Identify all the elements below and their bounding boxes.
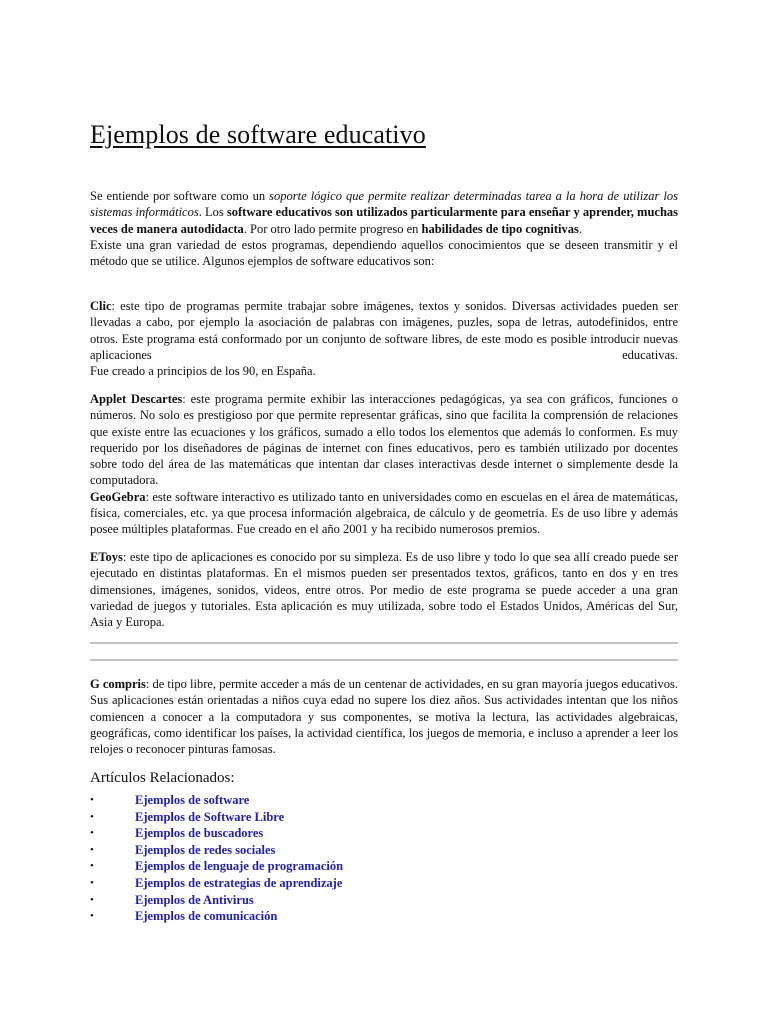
bullet-icon: • — [90, 827, 94, 840]
bullet-icon: • — [90, 860, 94, 873]
bullet-icon: • — [90, 893, 94, 906]
intro-section — [90, 188, 678, 269]
intro-bold-text: habilidades de tipo cognitivas — [421, 221, 579, 236]
related-link-redes-sociales[interactable]: Ejemplos de redes sociales — [135, 842, 276, 857]
gcompris-term: G compris — [90, 677, 146, 691]
related-link-antivirus[interactable]: Ejemplos de Antivirus — [135, 892, 254, 907]
intro-paragraph — [90, 188, 678, 237]
bullet-icon: • — [90, 794, 94, 806]
applet-description: : este programa permite exhibir las interacciones pedagógicas, ya sea con gráficos, funciones o números. No solo es prestigioso por que permite representar gráficas, sino que facilita la comprensión de relaciones que existe entre las ecuaciones y los gráficos, sumado a ello todos los elementos que además lo conformen. Es muy requerido por los diseñadores de páginas de internet con fines educativos, pero es también utilizado por docentes sobre todo del área de las matemáticas que intentan dar clases interactivas desde internet o simplemente desde la computadora. — [90, 392, 678, 488]
related-link-estrategias-aprendizaje[interactable]: Ejemplos de estrategias de aprendizaje — [135, 875, 343, 890]
list-item — [90, 809, 678, 826]
applet-term: Applet Descartes — [90, 392, 183, 406]
related-link-software-libre[interactable]: Ejemplos de Software Libre — [135, 809, 285, 824]
bullet-icon: • — [90, 810, 94, 823]
list-item — [90, 875, 678, 892]
intro-text: . — [578, 221, 582, 236]
etoys-section — [90, 549, 678, 630]
divider-line — [90, 642, 678, 644]
list-item — [90, 842, 678, 859]
bullet-icon: • — [90, 876, 94, 889]
related-link-comunicacion[interactable]: Ejemplos de comunicación — [135, 909, 278, 924]
related-link-lenguaje-programacion[interactable]: Ejemplos de lenguaje de programación — [135, 859, 344, 874]
geogebra-description: : este software interactivo es utilizado tanto en universidades como en escuelas en el área de matemáticas, física, comerciales, etc. ya que procesa información algebraica, de cálculo y de geometría. Es de uso libre y además posee múltiples plataformas. Fue creado en el año 2001 y ha recibido numerosos premios. — [90, 489, 678, 537]
divider-line — [90, 659, 678, 661]
related-articles-heading: Artículos Relacionados: — [90, 770, 235, 786]
page-title: Ejemplos de software educativo — [90, 120, 426, 149]
bullet-icon: • — [90, 910, 94, 923]
applet-paragraph — [90, 391, 678, 489]
related-link-software[interactable]: Ejemplos de software — [135, 793, 250, 807]
intro-text: . Por otro lado permite progreso en — [243, 221, 422, 236]
list-item — [90, 858, 678, 875]
list-item — [90, 825, 678, 842]
related-articles-list — [90, 792, 678, 925]
gcompris-description: : de tipo libre, permite acceder a más de un centenar de actividades, en su gran mayoría juegos educativos. Sus aplicaciones están orientadas a niños cuya edad no supere los diez años. Sus actividades intentan que los niños comiencen a conocer a la computadora y sus componentes, se motiva la lectura, las actividades algebraicas, geográficas, como identificar los países, la actividad científica, los juegos de memoria, e incluso a aprender a leer los relojes o reconocer pinturas famosas. — [90, 677, 678, 757]
intro-text: Se entiende por software como un — [90, 189, 270, 203]
clic-section — [90, 298, 678, 379]
etoys-paragraph — [90, 549, 678, 630]
clic-term: Clic — [90, 299, 112, 313]
list-item — [90, 908, 678, 925]
geogebra-paragraph — [90, 489, 678, 538]
geogebra-term: GeoGebra — [90, 489, 146, 504]
intro-paragraph-2: Existe una gran variedad de estos programas, dependiendo aquellos conocimientos que se deseen transmitir y el método que se utilice. Algunos ejemplos de software educativos son: — [90, 237, 678, 269]
etoys-term: EToys — [90, 550, 123, 564]
applet-section — [90, 391, 678, 538]
intro-italic-text: soporte lógico que permite realizar determinadas tarea a la hora de utilizar los sistemas informáticos — [90, 189, 678, 220]
clic-note: Fue creado a principios de los 90, en España. — [90, 364, 316, 379]
intro-bold-text: software educativos son utilizados particularmente para enseñar y aprender, muchas veces de manera autodidacta — [90, 205, 679, 236]
etoys-description: : este tipo de aplicaciones es conocido por su simpleza. Es de uso libre y todo lo que sea allí creado puede ser ejecutado en distintas plataformas. En el mismos pueden ser presentados textos, gráficos, tanto en dos y en tres dimensiones, imágenes, sonidos, videos, entre otros. Por medio de este programa se puede acceder a una gran variedad de juegos y tutoriales. Esta aplicación es muy utilizada, sobre todo el Estados Unidos, Américas del Sur, Asia y Europa. — [90, 550, 678, 630]
list-item — [90, 892, 678, 909]
clic-paragraph — [90, 298, 678, 363]
related-link-buscadores[interactable]: Ejemplos de buscadores — [135, 826, 264, 841]
intro-text: . Los — [198, 205, 227, 220]
list-item — [90, 792, 678, 809]
gcompris-section — [90, 676, 678, 757]
bullet-icon: • — [90, 843, 94, 856]
gcompris-paragraph — [90, 676, 678, 757]
clic-description: : este tipo de programas permite trabajar sobre imágenes, textos y sonidos. Diversas actividades pueden ser llevadas a cabo, por ejemplo la asociación de palabras con imágenes, puzles, sopa de letras, autodefinidos, entre otros. Este programa está conformado por un conjunto de software libres, de este modo es posible introducir nuevas aplicaciones educativas. — [90, 299, 678, 362]
